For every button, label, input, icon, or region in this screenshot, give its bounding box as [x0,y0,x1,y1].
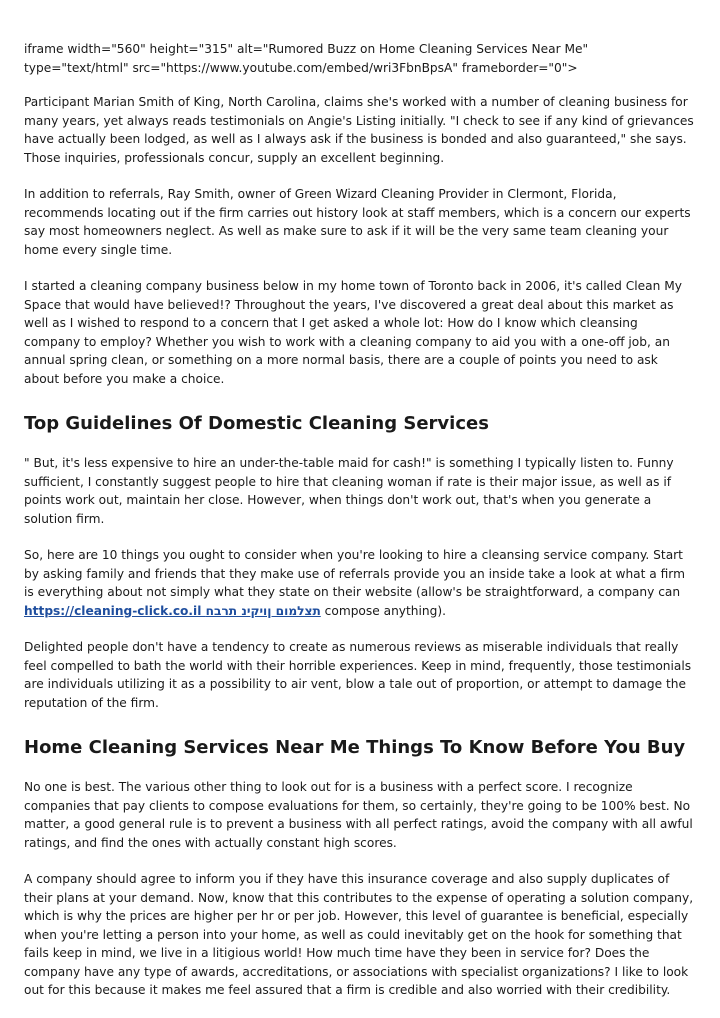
heading-top-guidelines: Top Guidelines Of Domestic Cleaning Services [24,413,489,434]
paragraph-under-the-table: " But, it's less expensive to hire an under-the-table maid for cash!" is something I typically listen to. Funny sufficient, I constantly suggest people to hire that cleaning woman if rate is their major issue, as well as if points work out, maintain her close. However, when things don't work out, that's when you generate a solution firm. [24,456,674,526]
paragraph-ten-things-tail: compose anything). [320,603,446,618]
paragraph-delighted-people: Delighted people don't have a tendency to create as numerous reviews as miserable individuals that really feel compelled to bath the world with their horrible experiences. Keep in mind, frequently, those testimonials are individuals utilizing it as a possibility to air vent, blow a tale out of proportion, or attempt to damage the reputation of the firm. [24,640,692,710]
cleaning-click-link[interactable]: https://cleaning-click.co.il תצלמום ןויקינ תרבח [24,603,321,618]
paragraph-ten-things [24,546,696,620]
paragraph-marian-smith: Participant Marian Smith of King, North Carolina, claims she's worked with a number of cleaning business for many years, yet always reads testimonials on Angie's Listing initially. "I check to see if any kind of grievances have actually been lodged, as well as I always ask if the business is bonded and also guaranteed," she says. Those inquiries, professionals concur, supply an excellent beginning. [24,95,694,165]
paragraph-insurance: A company should agree to inform you if they have this insurance coverage and also supply duplicates of their plans at your demand. Now, know that this contributes to the expense of operating a solution company, which is why the prices are higher per hr or per job. However, this level of guarantee is beneficial, especially when you're letting a person into your home, as well as could inevitably get on the hook for something that fails keep in mind, we live in a litigious world! How much time have they been in service for? Does the company have any type of awards, accreditations, or associations with specialist organizations? I like to look out for this because it makes me feel assured that a firm is credible and also worried with their credibility. [24,872,694,997]
heading-home-cleaning: Home Cleaning Services Near Me Things To Know Before You Buy [24,737,686,758]
paragraph-no-one-is-best: No one is best. The various other thing to look out for is a business with a perfect score. I recognize companies that pay clients to compose evaluations for them, so certainly, they're going to be 100% best. No matter, a good general rule is to prevent a business with all perfect ratings, avoid the company with all awful ratings, and find the ones with actually constant high scores. [24,780,693,850]
paragraph-ten-things-text: So, here are 10 things you ought to consider when you're looking to hire a cleansing service company. Start by asking family and friends that they make use of referrals provide you an inside take a look at what a firm is everything about not simply what they state on their website (allow's be straightforward, a company can [24,548,685,599]
iframe-code-text: iframe width="560" height="315" alt="Rumored Buzz on Home Cleaning Services Near Me" type="text/html" src="https://www.youtube.com/embed/wri3FbnBpsA" frameborder="0"> [24,42,589,75]
paragraph-clean-my-space: I started a cleaning company business below in my home town of Toronto back in 2006, it's called Clean My Space that would have believed!? Throughout the years, I've discovered a great deal about this market as well as I wished to respond to a concern that I get asked a whole lot: How do I know which cleansing company to employ? Whether you wish to work with a cleaning company to aid you with a one-off job, an annual spring clean, or something on a more normal basis, there are a couple of points you need to ask about before you make a choice. [24,279,682,386]
paragraph-ray-smith: In addition to referrals, Ray Smith, owner of Green Wizard Cleaning Provider in Clermont, Florida, recommends locating out if the firm carries out history look at staff members, which is a concern our experts say most homeowners neglect. As well as make sure to ask if it will be the very same team cleaning your home every single time. [24,187,691,257]
